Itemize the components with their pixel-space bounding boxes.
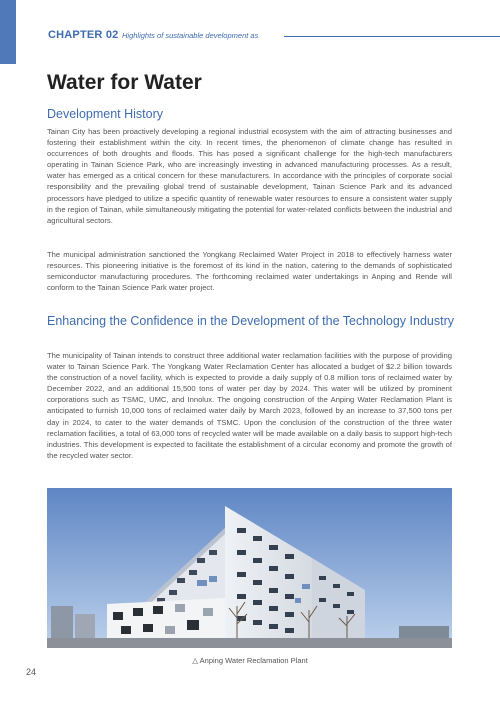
photo-caption [0,656,500,665]
chapter-label: CHAPTER 02 [48,29,119,41]
paragraph-technology-industry-1: The municipality of Tainan intends to construct three additional water reclamation facilities with the purpose of providing water to Tainan Science Park. The Yongkang Water Reclamation Center has allocated a budget of $2.2 billion towards the construction of a novel facility, which is expected to provide a daily supply of 0.8 million tons of reclaimed water by December 2022, and an additional 15,500 tons of water per day by 2024. This water will be utilized by prominent corporations such as TSMC, UMC, and Innolux. The ongoing construction of the Anping Water Reclamation Plant is anticipated to furnish 10,000 tons of reclaimed water daily by March 2023, followed by an increase to 37,500 tons per day in 2024, to cater to the water demands of TSMC. Upon the conclusion of the construction of the three water reclamation facilities, a total of 63,000 tons of recycled water will be made available on a daily basis to support high-tech industries. This development is expected to facilitate the establishment of a circular economy and promote the growth of the recycled water sector. [47,351,452,460]
page-title: Water for Water [47,71,202,94]
section-heading-development-history: Development History [47,107,164,121]
paragraph-development-history-2: The municipal administration sanctioned the Yongkang Reclaimed Water Project in 2018 to effectively harness water resources. This pioneering initiative is the foremost of its kind in the nation, catering to the demands of sophisticated semiconductor manufacturing procedures. The forthcoming reclaimed water undertakings in Anping and Rende will conform to the Tainan Science Park water project. [47,250,452,293]
chapter-header [48,29,500,43]
chapter-divider [284,36,500,37]
plant-photo [47,488,452,648]
photo-caption-text: Anping Water Reclamation Plant [199,656,308,665]
section-heading-technology-industry: Enhancing the Confidence in the Development of the Technology Industry [47,314,454,328]
paragraph-development-history-1: Tainan City has been proactively developing a regional industrial ecosystem with the aim of attracting businesses and fostering their establishment within the city. In recent times, the phenomenon of climate change has resulted in occurrences of both droughts and floods. This has posed a significant challenge for the high-tech manufacturers operating in Tainan Science Park, who are increasingly investing in advanced manufacturing processes. As a result, water has emerged as a critical concern for these manufacturers. In accordance with the principles of corporate social responsibility and the prevailing global trend of sustainable development, Tainan Science Park and its advanced processors have pledged to utilize a specific quantity of renewable water resources to ensure a consistent water supply in the region of Tainan, while simultaneously mitigating the potential for water-related conflicts between the industrial and agricultural sectors. [47,127,452,225]
chapter-side-tab [0,0,16,64]
triangle-icon: △ [192,656,198,665]
page-number: 24 [26,667,37,677]
chapter-subtitle: Highlights of sustainable development as [122,31,259,40]
